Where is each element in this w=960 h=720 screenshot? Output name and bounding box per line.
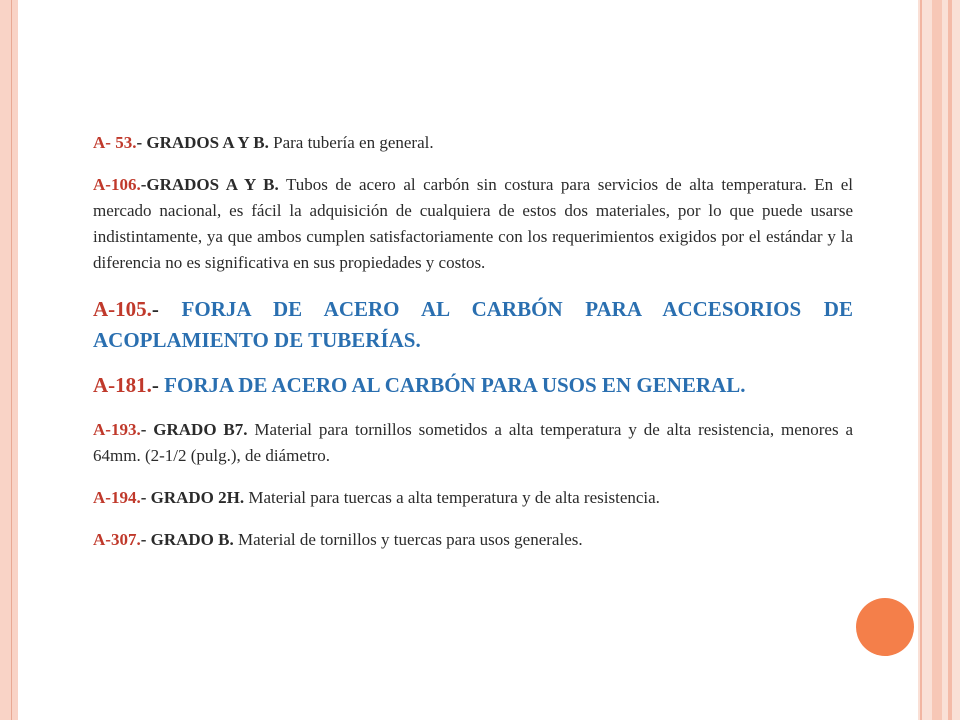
left-border-line: [11, 0, 12, 720]
section-title: FORJA DE ACERO AL CARBÓN PARA USOS EN GENERAL.: [164, 373, 746, 397]
description: Tubos de acero al carbón sin costura para servicios de alta temperatura. En el mercado nacional, es fácil la adquisición de cualquiera de estos dos materiales, por lo que puede usarse indistintamente, ya que ambos cumplen satisfactoriamente con los requerimientos exigidos por el estándar y la diferencia no es significativa en sus propiedades y costos.: [93, 175, 853, 272]
paragraph-a53: [93, 130, 853, 156]
description: Material para tuercas a alta temperatura y de alta resistencia.: [244, 488, 660, 507]
section-title: FORJA DE ACERO AL CARBÓN PARA ACCESORIOS DE ACOPLAMIENTO DE TUBERÍAS.: [93, 297, 853, 352]
paragraph-a193: [93, 417, 853, 469]
description: Para tubería en general.: [268, 133, 434, 152]
separator: -: [151, 373, 165, 397]
grade-label: GRADO B.: [150, 530, 234, 549]
description: Material para tornillos sometidos a alta temperatura y de alta resistencia, menores a 64mm. (2-1/2 (pulg.), de diámetro.: [93, 420, 854, 465]
paragraph-a106: [93, 172, 853, 276]
standard-code: A-106.: [93, 175, 141, 194]
grade-label: GRADO 2H.: [150, 488, 245, 507]
paragraph-a194: [93, 485, 853, 511]
standard-code: A-193.: [93, 420, 141, 439]
description: Material de tornillos y tuercas para usos generales.: [233, 530, 583, 549]
standard-code: A-307.: [93, 530, 141, 549]
paragraph-a181: [93, 370, 853, 401]
right-border-decoration: [918, 0, 960, 720]
right-border-stripe: [948, 0, 952, 720]
separator: -: [140, 530, 151, 549]
right-border-stripe: [920, 0, 922, 720]
separator: -: [151, 297, 182, 321]
right-border-stripe: [932, 0, 942, 720]
separator: -: [140, 420, 154, 439]
grade-label: GRADOS A Y B.: [146, 133, 269, 152]
standard-code: A-105.: [93, 297, 152, 321]
separator: -: [136, 133, 147, 152]
left-border-decoration: [0, 0, 18, 720]
standard-code: A- 53.: [93, 133, 137, 152]
grade-label: GRADO B7.: [153, 420, 248, 439]
grade-label: GRADOS A Y B.: [146, 175, 279, 194]
standard-code: A-181.: [93, 373, 152, 397]
paragraph-a105: [93, 294, 853, 356]
separator: -: [140, 488, 151, 507]
slide-content: [93, 130, 853, 553]
decorative-circle: [856, 598, 914, 656]
standard-code: A-194.: [93, 488, 141, 507]
paragraph-a307: [93, 527, 853, 553]
separator: -: [140, 175, 147, 194]
